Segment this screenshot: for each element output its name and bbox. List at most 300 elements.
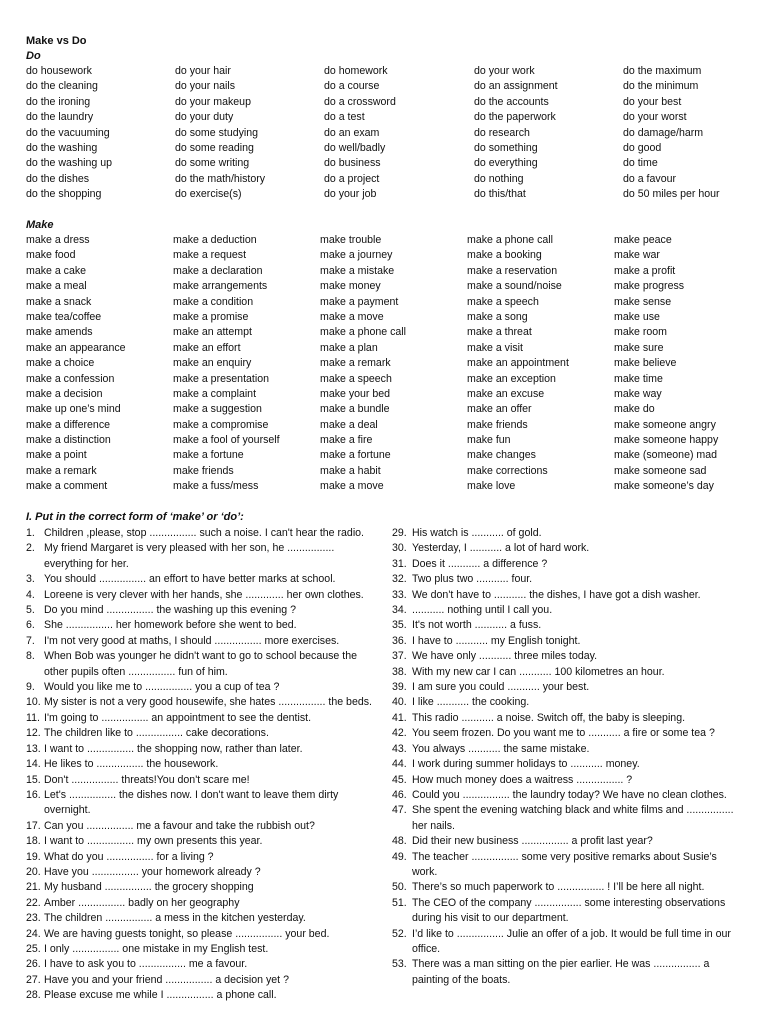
- do-expression-cell: do your best: [623, 95, 682, 108]
- make-expression-cell: make a dress: [26, 234, 90, 246]
- exercise-item: [392, 649, 744, 664]
- exercise-sentence: It's not worth ........... a fuss.: [412, 619, 542, 632]
- exercise-number: 40.: [392, 696, 407, 709]
- exercise-item: [26, 603, 378, 618]
- exercise-sentence: He likes to ................ the housework.: [44, 758, 219, 771]
- exercise-sentence: Would you like me to ................ you a cup of tea ?: [44, 681, 280, 694]
- make-expression-column: [320, 233, 406, 495]
- make-expression-cell: make a speech: [320, 372, 392, 385]
- exercise-number: 3.: [26, 573, 35, 586]
- make-expression-cell: make a bundle: [320, 403, 390, 416]
- exercise-sentence: Children ,please, stop ................ such a noise. I can't hear the radio.: [44, 527, 365, 539]
- exercise-number: 5.: [26, 604, 35, 617]
- exercise-number: 28.: [26, 989, 41, 1002]
- do-expression-cell: do the washing: [26, 141, 98, 154]
- exercise-item: [26, 742, 378, 757]
- make-expression-column: [173, 233, 280, 495]
- exercise-sentence: Please excuse me while I ................ a phone call.: [44, 989, 277, 1002]
- exercise-item: [392, 834, 744, 849]
- make-expression-cell: make someone’s day: [614, 480, 714, 493]
- do-expression-cell: do some reading: [175, 141, 254, 154]
- exercise-item: [392, 695, 744, 710]
- exercise-number: 41.: [392, 711, 407, 724]
- exercise-number: 11.: [26, 711, 40, 724]
- exercise-number: 36.: [392, 634, 407, 647]
- do-expression-cell: do damage/harm: [623, 126, 704, 139]
- exercise-number: 25.: [26, 942, 41, 955]
- do-expression-cell: do some writing: [175, 157, 250, 170]
- exercise-number: 42.: [392, 727, 407, 740]
- make-expression-cell: make someone angry: [614, 418, 716, 431]
- exercise-item: [392, 665, 744, 680]
- exercise-item: [26, 649, 378, 680]
- make-expression-cell: make a phone call: [320, 326, 406, 339]
- exercise-sentence: I am sure you could ........... your best.: [412, 681, 590, 694]
- exercise-sentence: There’s so much paperwork to ................ ! I’ll be here all night.: [412, 881, 705, 894]
- make-expression-cell: make love: [467, 480, 516, 493]
- make-expression-cell: make a meal: [26, 280, 87, 293]
- exercise-sentence: Did their new business ................ a profit last year?: [412, 835, 653, 848]
- do-expression-cell: do the cleaning: [26, 80, 98, 93]
- make-expression-cell: make tea/coffee: [26, 310, 102, 323]
- make-expression-cell: make arrangements: [173, 280, 268, 293]
- exercise-item: [392, 572, 744, 587]
- make-expression-cell: make a mistake: [320, 264, 395, 277]
- do-expression-cell: do your nails: [175, 80, 236, 93]
- exercise-number: 27.: [26, 973, 41, 986]
- do-expression-cell: do a crossword: [324, 95, 396, 108]
- exercise-item: [26, 988, 378, 1003]
- exercise-item: [26, 957, 378, 972]
- exercise-sentence: I’d like to ................ Julie an offer of a job. It would be full time in our office.: [412, 927, 731, 955]
- do-expression-cell: do a favour: [623, 172, 677, 185]
- do-expression-cell: do nothing: [474, 172, 524, 185]
- do-expression-cell: do business: [324, 157, 381, 170]
- make-expression-cell: make peace: [614, 234, 672, 246]
- do-expression-cell: do the minimum: [623, 80, 699, 93]
- make-expression-cell: make a fuss/mess: [173, 480, 259, 493]
- do-expression-cell: do an assignment: [474, 80, 558, 93]
- exercise-number: 48.: [392, 835, 407, 848]
- do-expression-cell: do the maximum: [623, 65, 702, 77]
- exercise-number: 14.: [26, 758, 41, 771]
- exercise-number: 43.: [392, 742, 407, 755]
- make-expression-cell: make a snack: [26, 295, 92, 308]
- make-expression-cell: make a confession: [26, 372, 115, 385]
- exercise-number: 6.: [26, 619, 35, 632]
- exercise-item: [392, 773, 744, 788]
- do-expression-cell: do the ironing: [26, 95, 91, 108]
- do-expression-cell: do a course: [324, 80, 380, 93]
- do-expression-cell: do your makeup: [175, 95, 251, 108]
- make-expression-cell: make an appearance: [26, 341, 126, 354]
- do-expression-cell: do research: [474, 126, 530, 139]
- make-expression-column: [26, 233, 126, 495]
- exercise-sentence: I like ........... the cooking.: [412, 696, 530, 709]
- exercise-item: [392, 927, 744, 958]
- exercise-item: [392, 603, 744, 618]
- exercise-sentence: I only ................ one mistake in my English test.: [44, 942, 269, 955]
- make-expression-cell: make use: [614, 310, 660, 323]
- make-expression-cell: make room: [614, 326, 667, 339]
- make-expression-cell: make an excuse: [467, 387, 545, 400]
- exercise-number: 51.: [392, 896, 407, 909]
- exercise-number: 13.: [26, 742, 41, 755]
- exercise-number: 30.: [392, 542, 407, 555]
- make-expression-cell: make a condition: [173, 295, 254, 308]
- exercise-item: [392, 788, 744, 803]
- make-expression-cell: make your bed: [320, 387, 391, 400]
- exercise-sentence: I work during summer holidays to ........... money.: [412, 758, 640, 771]
- do-heading: Do: [26, 50, 41, 62]
- exercise-number: 2.: [26, 542, 35, 555]
- exercise-sentence: I want to ................ the shopping now, rather than later.: [44, 742, 303, 755]
- exercise-sentence: I'm going to ................ an appointment to see the dentist.: [44, 711, 312, 724]
- exercise-item: [26, 695, 378, 710]
- exercise-item: [392, 711, 744, 726]
- make-expression-cell: make friends: [173, 464, 234, 477]
- exercise-number: 50.: [392, 881, 407, 894]
- exercise-sentence: I have to ask you to ................ me a favour.: [44, 958, 248, 971]
- exercise-item: [392, 803, 744, 834]
- exercise-item: [392, 526, 744, 541]
- exercise-number: 17.: [26, 819, 41, 832]
- make-expression-cell: make a visit: [467, 341, 523, 354]
- exercise-sentence: There was a man sitting on the pier earlier. He was ................ a painting of the boats.: [412, 958, 710, 986]
- make-expression-cell: make a declaration: [173, 264, 263, 277]
- do-expression-cell: do a project: [324, 172, 380, 185]
- exercise-sentence: How much money does a waitress ................ ?: [412, 773, 633, 786]
- exercise-item: [392, 957, 744, 988]
- exercise-item: [26, 726, 378, 741]
- exercise-number: 8.: [26, 650, 35, 663]
- exercise-sentence: His watch is ........... of gold.: [412, 527, 542, 539]
- make-expression-cell: make money: [320, 280, 381, 293]
- exercise-item: [392, 680, 744, 695]
- exercise-item: [392, 880, 744, 895]
- exercise-item: [26, 927, 378, 942]
- make-expression-cell: make sure: [614, 341, 664, 354]
- do-expression-cell: do your work: [474, 65, 535, 77]
- exercise-sentence: Amber ................ badly on her geography: [44, 896, 240, 909]
- exercise-sentence: This radio ........... a noise. Switch off, the baby is sleeping.: [412, 711, 686, 724]
- exercise-sentence: The CEO of the company ................ some interesting observations during his visit to our department.: [412, 896, 726, 925]
- do-expression-cell: do homework: [324, 65, 388, 77]
- do-expression-cell: do the shopping: [26, 188, 102, 201]
- make-expression-cell: make up one’s mind: [26, 403, 121, 416]
- exercise-number: 32.: [392, 573, 407, 586]
- exercise-sentence: Have you ................ your homework already ?: [44, 865, 261, 878]
- make-expression-cell: make a phone call: [467, 234, 553, 246]
- make-expression-cell: make progress: [614, 280, 685, 293]
- do-expression-cell: do some studying: [175, 126, 259, 139]
- exercise-number: 12.: [26, 727, 41, 740]
- exercise-item: [26, 634, 378, 649]
- exercise-number: 20.: [26, 865, 41, 878]
- make-expression-cell: make a distinction: [26, 434, 111, 447]
- exercise-item: [26, 896, 378, 911]
- do-expression-column: [175, 64, 265, 203]
- exercise-sentence: Have you and your friend ................ a decision yet ?: [44, 973, 289, 986]
- exercises-left-column: [26, 526, 378, 1004]
- exercise-sentence: The children ................ a mess in the kitchen yesterday.: [44, 912, 306, 925]
- make-expression-cell: make a comment: [26, 480, 108, 493]
- make-expression-cell: make a remark: [320, 357, 391, 370]
- exercise-number: 18.: [26, 835, 41, 848]
- exercise-number: 33.: [392, 588, 407, 601]
- make-expression-cell: make a promise: [173, 310, 249, 323]
- exercise-number: 19.: [26, 850, 41, 863]
- make-expression-cell: make a fool of yourself: [173, 434, 280, 447]
- do-expression-cell: do the paperwork: [474, 111, 556, 124]
- exercise-item: [392, 757, 744, 772]
- exercise-number: 53.: [392, 958, 407, 971]
- make-expression-cell: make a move: [320, 480, 384, 493]
- exercise-sentence: My sister is not a very good housewife, she hates ................ the beds.: [44, 696, 372, 709]
- do-expression-cell: do housework: [26, 65, 92, 77]
- exercise-number: 15.: [26, 773, 41, 786]
- exercise-sentence: You should ................ an effort to have better marks at school.: [44, 573, 336, 586]
- make-expression-cell: make an offer: [467, 403, 532, 416]
- exercise-number: 38.: [392, 665, 407, 678]
- exercise-item: [26, 680, 378, 695]
- exercise-number: 4.: [26, 588, 35, 601]
- exercise-item: [26, 541, 378, 572]
- exercise-sentence: Let's ................ the dishes now. I don't want to leave them dirty overnight.: [44, 788, 339, 817]
- make-expression-cell: make a plan: [320, 341, 378, 354]
- make-expression-cell: make a remark: [26, 464, 97, 477]
- exercise-item: [392, 850, 744, 881]
- do-expression-cell: do this/that: [474, 188, 526, 201]
- exercise-sentence: The teacher ................ some very positive remarks about Susie’s work.: [412, 850, 717, 878]
- exercise-number: 49.: [392, 850, 407, 863]
- exercise-sentence: We don't have to ........... the dishes, I have got a dish washer.: [412, 588, 701, 601]
- exercise-sentence: The children like to ................ cake decorations.: [44, 727, 269, 740]
- exercise-number: 7.: [26, 634, 35, 647]
- make-expression-cell: make a fortune: [320, 449, 391, 462]
- do-expression-cell: do the dishes: [26, 172, 90, 185]
- do-expression-cell: do well/badly: [324, 141, 386, 154]
- exercise-number: 44.: [392, 758, 407, 771]
- make-expression-cell: make a move: [320, 310, 384, 323]
- do-expression-cell: do something: [474, 141, 538, 154]
- exercise-sentence: Do you mind ................ the washing up this evening ?: [44, 604, 297, 617]
- exercise-number: 10.: [26, 696, 41, 709]
- do-expression-cell: do good: [623, 141, 662, 154]
- make-expression-cell: make changes: [467, 449, 536, 462]
- exercise-sentence: She ................ her homework before she went to bed.: [44, 619, 297, 632]
- make-expression-cell: make a point: [26, 449, 87, 462]
- exercise-sentence: I'm not very good at maths, I should ................ more exercises.: [44, 634, 340, 647]
- make-expression-cell: make food: [26, 249, 76, 262]
- make-expression-column: [467, 233, 569, 495]
- do-expression-cell: do exercise(s): [175, 188, 242, 201]
- exercise-number: 23.: [26, 912, 41, 925]
- make-expression-cell: make a cake: [26, 264, 87, 277]
- exercise-item: [392, 634, 744, 649]
- exercise-heading: I. Put in the correct form of ‘make’ or ‘do’:: [26, 511, 244, 523]
- make-expression-cell: make a request: [173, 249, 247, 262]
- make-expression-cell: make an appointment: [467, 357, 569, 370]
- make-expression-cell: make a speech: [467, 295, 539, 308]
- document-title: Make vs Do: [26, 35, 87, 47]
- make-heading: Make: [26, 219, 54, 231]
- exercise-number: 35.: [392, 619, 407, 632]
- exercise-number: 37.: [392, 650, 407, 663]
- exercise-sentence: You always ........... the same mistake.: [412, 742, 590, 755]
- exercise-item: [392, 726, 744, 741]
- make-expression-cell: make a suggestion: [173, 403, 262, 416]
- exercise-sentence: You seem frozen. Do you want me to ........... a fire or some tea ?: [412, 727, 715, 740]
- exercise-sentence: ........... nothing until I call you.: [412, 604, 553, 617]
- do-expression-cell: do an exam: [324, 126, 380, 139]
- exercise-sentence: What do you ................ for a living ?: [44, 850, 214, 863]
- do-expression-column: [324, 64, 396, 203]
- exercise-number: 34.: [392, 604, 407, 617]
- make-expression-cell: make a difference: [26, 418, 111, 431]
- make-expression-column: [614, 233, 718, 495]
- make-expression-cell: make a deal: [320, 418, 378, 431]
- exercise-number: 26.: [26, 958, 41, 971]
- exercise-sentence: Don't ................ threats!You don't scare me!: [44, 773, 250, 786]
- exercise-sentence: My friend Margaret is very pleased with her son, he ................ everything for her.: [44, 542, 335, 570]
- make-expression-cell: make a song: [467, 310, 528, 323]
- make-expression-cell: make do: [614, 403, 655, 416]
- make-expression-cell: make a decision: [26, 387, 103, 400]
- exercise-sentence: With my new car I can ........... 100 kilometres an hour.: [412, 665, 665, 678]
- exercise-item: [26, 819, 378, 834]
- exercise-item: [26, 850, 378, 865]
- exercise-number: 29.: [392, 527, 407, 539]
- exercise-sentence: Loreene is very clever with her hands, she ............. her own clothes.: [44, 588, 364, 601]
- exercise-item: [392, 557, 744, 572]
- exercise-number: 24.: [26, 927, 41, 940]
- make-expression-cell: make war: [614, 249, 660, 262]
- do-expression-cell: do the laundry: [26, 111, 94, 124]
- make-expression-cell: make a sound/noise: [467, 280, 562, 293]
- make-expression-cell: make fun: [467, 434, 511, 447]
- do-expression-cell: do your duty: [175, 111, 234, 124]
- do-expression-cell: do time: [623, 157, 658, 170]
- make-expression-cell: make a deduction: [173, 234, 257, 246]
- exercise-number: 1.: [26, 527, 35, 539]
- make-expression-cell: make corrections: [467, 464, 548, 477]
- exercise-sentence: My husband ................ the grocery shopping: [44, 881, 254, 894]
- exercise-number: 21.: [26, 881, 41, 894]
- make-expression-cell: make amends: [26, 326, 93, 339]
- do-expression-cell: do your job: [324, 188, 377, 201]
- do-expression-cell: do a test: [324, 111, 365, 124]
- do-expression-cell: do the math/history: [175, 172, 266, 185]
- exercise-number: 47.: [392, 804, 407, 817]
- exercise-item: [392, 742, 744, 757]
- make-expression-cell: make an exception: [467, 372, 556, 385]
- exercise-item: [26, 588, 378, 603]
- make-expression-cell: make (someone) mad: [614, 449, 718, 462]
- do-expression-column: [623, 64, 720, 203]
- make-expression-cell: make a profit: [614, 264, 676, 277]
- do-expression-cell: do the vacuuming: [26, 126, 110, 139]
- do-expression-cell: do the accounts: [474, 95, 549, 108]
- exercise-item: [392, 541, 744, 556]
- exercise-sentence: We have only ........... three miles today.: [412, 650, 598, 663]
- make-expression-cell: make friends: [467, 418, 528, 431]
- make-expression-cell: make a journey: [320, 249, 393, 262]
- make-expression-cell: make an enquiry: [173, 357, 252, 370]
- exercise-item: [26, 757, 378, 772]
- exercise-sentence: I have to ........... my English tonight.: [412, 634, 581, 647]
- exercise-sentence: I want to ................ my own presents this year.: [44, 835, 263, 848]
- make-expression-cell: make someone happy: [614, 434, 719, 447]
- exercise-sentence: Does it ........... a difference ?: [412, 557, 548, 570]
- exercise-sentence: When Bob was younger he didn't want to go to school because the other pupils often ................ fun of him.: [44, 650, 357, 678]
- make-expression-cell: make way: [614, 387, 662, 400]
- make-expression-cell: make a booking: [467, 249, 542, 262]
- exercise-item: [26, 788, 378, 819]
- make-expression-cell: make a reservation: [467, 264, 558, 277]
- make-expression-cell: make an attempt: [173, 326, 252, 339]
- do-expression-cell: do 50 miles per hour: [623, 188, 720, 201]
- exercise-sentence: Yesterday, I ........... a lot of hard work.: [412, 542, 590, 555]
- make-expression-cell: make a threat: [467, 326, 532, 339]
- make-expression-cell: make a compromise: [173, 418, 269, 431]
- make-expression-cell: make a habit: [320, 464, 381, 477]
- exercise-item: [26, 911, 378, 926]
- exercise-item: [26, 572, 378, 587]
- make-expression-cell: make a presentation: [173, 372, 269, 385]
- exercise-item: [392, 618, 744, 633]
- exercise-sentence: She spent the evening watching black and white films and ................ her nails.: [412, 804, 734, 832]
- exercise-item: [26, 942, 378, 957]
- make-expression-cell: make a complaint: [173, 387, 257, 400]
- exercise-number: 46.: [392, 788, 407, 801]
- make-expression-cell: make a payment: [320, 295, 399, 308]
- exercise-item: [26, 834, 378, 849]
- exercise-item: [26, 865, 378, 880]
- do-expression-cell: do your worst: [623, 111, 687, 124]
- exercise-item: [392, 896, 744, 927]
- exercise-item: [26, 618, 378, 633]
- exercise-sentence: Can you ................ me a favour and take the rubbish out?: [44, 819, 315, 832]
- make-expression-cell: make a fire: [320, 434, 373, 447]
- exercise-item: [392, 588, 744, 603]
- make-expression-cell: make time: [614, 372, 663, 385]
- exercise-item: [26, 711, 378, 726]
- make-expression-cell: make someone sad: [614, 464, 707, 477]
- exercise-number: 16.: [26, 788, 41, 801]
- exercise-number: 52.: [392, 927, 407, 940]
- do-expression-column: [474, 64, 558, 203]
- exercise-sentence: We are having guests tonight, so please ................ your bed.: [44, 927, 330, 940]
- make-expression-cell: make sense: [614, 295, 672, 308]
- exercise-number: 22.: [26, 896, 41, 909]
- exercise-number: 9.: [26, 681, 35, 694]
- exercise-item: [26, 973, 378, 988]
- exercises-right-column: [392, 526, 744, 988]
- exercise-number: 45.: [392, 773, 407, 786]
- make-expression-cell: make believe: [614, 357, 677, 370]
- exercise-number: 39.: [392, 681, 407, 694]
- do-expression-cell: do the washing up: [26, 157, 112, 170]
- do-expression-column: [26, 64, 112, 203]
- make-expression-cell: make trouble: [320, 234, 382, 246]
- exercise-sentence: Two plus two ........... four.: [412, 573, 533, 586]
- make-expression-cell: make an effort: [173, 341, 241, 354]
- do-expression-cell: do everything: [474, 157, 538, 170]
- exercise-sentence: Could you ................ the laundry today? We have no clean clothes.: [412, 788, 727, 801]
- do-expression-cell: do your hair: [175, 65, 231, 77]
- exercise-item: [26, 773, 378, 788]
